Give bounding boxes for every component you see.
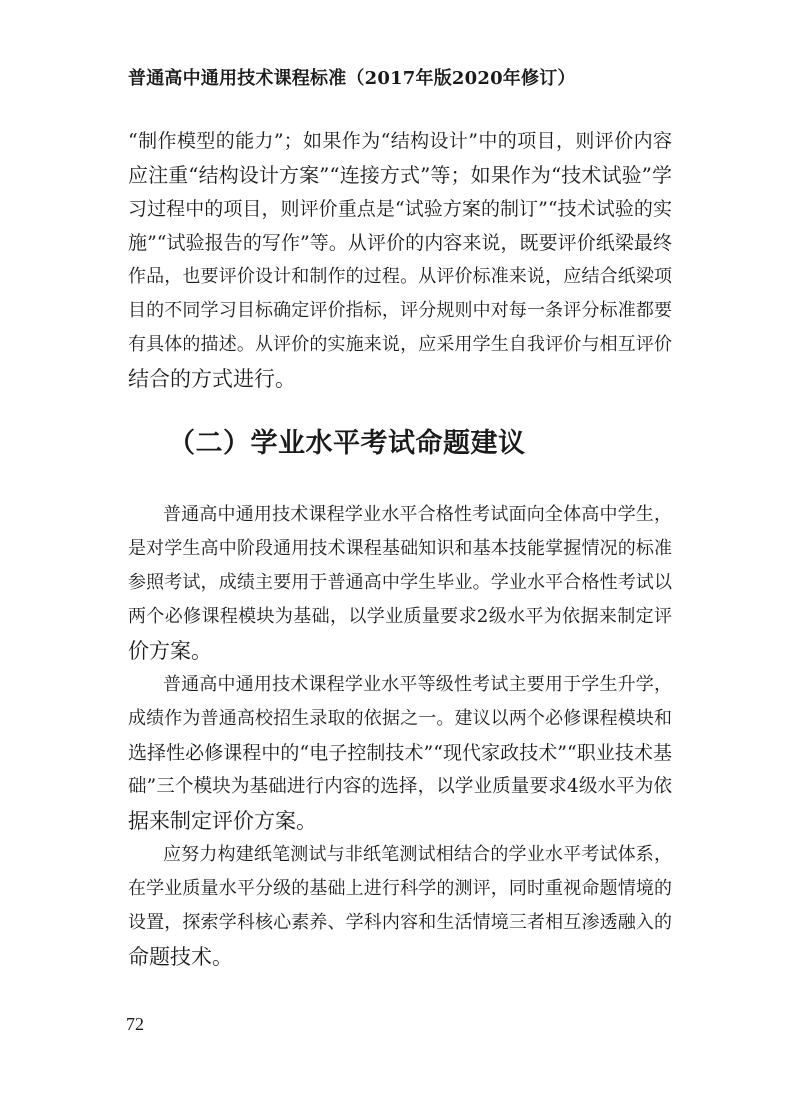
text-line: 有具体的描述。从评价的实施来说，应采用学生自我评价与相互评价 [128, 334, 672, 355]
text-line: 据来制定评价方案。 [128, 809, 317, 833]
text-line: 价方案。 [128, 639, 212, 663]
text-line: 应注重“结构设计方案”“连接方式”等；如果作为“技术试验”学 [128, 163, 672, 187]
text-line: 施”“试验报告的写作”等。从评价的内容来说，既要评价纸梁最终 [128, 232, 672, 254]
text-line: 普通高中通用技术课程学业水平合格性考试面向全体高中学生， [163, 504, 672, 525]
text-line: 命题技术。 [128, 945, 233, 969]
text-line: 是对学生高中阶段通用技术课程基础知识和基本技能掌握情况的标准 [128, 538, 672, 559]
text-line: 成绩作为普通高校招生录取的依据之一。建议以两个必修课程模块和 [128, 708, 672, 729]
text-line: 选择性必修课程中的“电子控制技术”“现代家政技术”“职业技术基 [128, 742, 672, 764]
text-line: 结合的方式进行。 [128, 367, 296, 391]
text-line: 目的不同学习目标确定评价指标，评分规则中对每一条评分标准都要 [128, 300, 672, 321]
section-heading: （二）学业水平考试命题建议 [168, 428, 526, 459]
text-line: 在学业质量水平分级的基础上进行科学的测评，同时重视命题情境的 [128, 878, 672, 899]
text-line: 参照考试，成绩主要用于普通高中学生毕业。学业水平合格性考试以 [128, 572, 672, 593]
text-line: 应努力构建纸笔测试与非纸笔测试相结合的学业水平考试体系， [163, 844, 672, 865]
text-line: “制作模型的能力”；如果作为“结构设计”中的项目，则评价内容 [128, 130, 672, 152]
text-line: 设置，探索学科核心素养、学科内容和生活情境三者相互渗透融入的 [128, 912, 672, 933]
page-number: 72 [126, 1014, 144, 1034]
text-line: 普通高中通用技术课程学业水平等级性考试主要用于学生升学， [163, 674, 672, 695]
text-line: 础”三个模块为基础进行内容的选择，以学业质量要求4级水平为依 [128, 776, 672, 797]
text-line: 作品，也要评价设计和制作的过程。从评价标准来说，应结合纸梁项 [128, 266, 672, 287]
running-header: 普通高中通用技术课程标准（2017年版2020年修订） [128, 68, 576, 89]
text-line: 习过程中的项目，则评价重点是“试验方案的制订”“技术试验的实 [128, 198, 672, 220]
text-line: 两个必修课程模块为基础，以学业质量要求2级水平为依据来制定评 [128, 606, 672, 627]
